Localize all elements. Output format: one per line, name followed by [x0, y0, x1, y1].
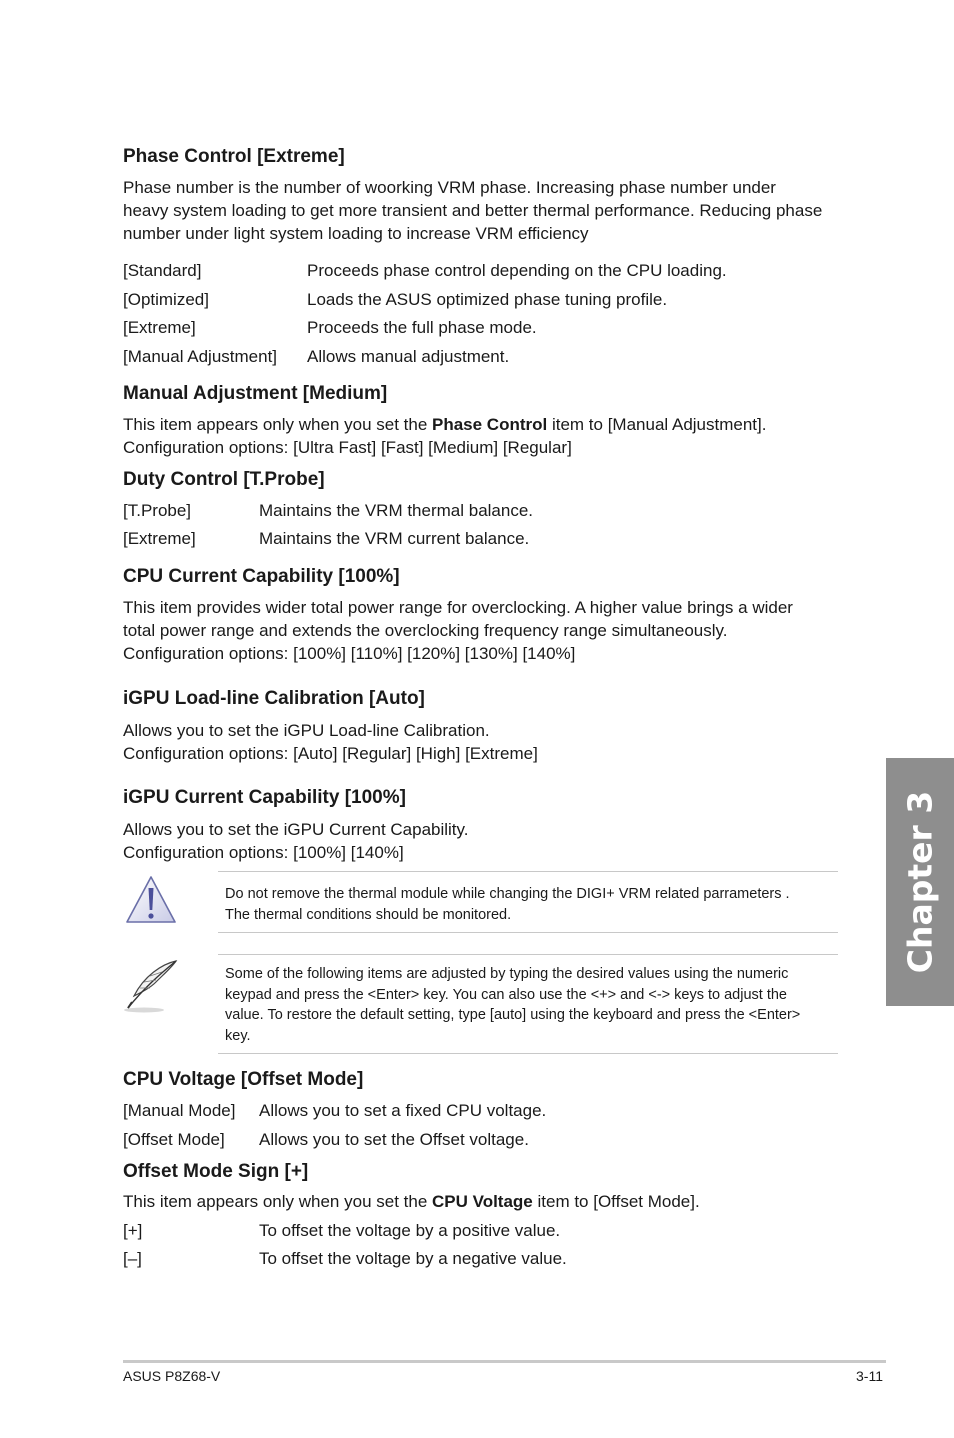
manual-adjustment-heading: Manual Adjustment [Medium] — [123, 383, 388, 404]
text-segment: This item appears only when you set the — [123, 415, 432, 434]
description-line — [123, 1190, 843, 1213]
footer-rule — [123, 1360, 886, 1363]
offset-mode-sign-heading: Offset Mode Sign [+] — [123, 1161, 309, 1182]
phase-control-description — [123, 176, 853, 245]
note-line: value. To restore the default setting, type [auto] using the keyboard and press the <Enter> — [225, 1007, 801, 1023]
option-description: To offset the voltage by a positive value. — [259, 1221, 561, 1240]
note-line: Some of the following items are adjusted by typing the desired values using the numeric — [225, 966, 789, 982]
igpu-current-description — [123, 818, 843, 864]
phase-control-heading: Phase Control [Extreme] — [123, 146, 345, 167]
option-description: Maintains the VRM thermal balance. — [259, 501, 534, 520]
option-description: Loads the ASUS optimized phase tuning profile. — [307, 290, 668, 309]
warning-triangle-icon — [124, 874, 178, 926]
offset-mode-sign-description — [123, 1190, 843, 1213]
configuration-options: Configuration options: [100%] [140%] — [123, 843, 404, 862]
feather-pen-icon — [120, 958, 180, 1014]
option-key: [T.Probe] — [123, 501, 192, 520]
description-line: Phase number is the number of woorking VRM phase. Increasing phase number under — [123, 178, 776, 197]
description-line: Allows you to set the iGPU Load-line Calibration. — [123, 721, 490, 740]
description-line: This item provides wider total power range for overclocking. A higher value brings a wider — [123, 598, 793, 617]
text-segment: item to [Offset Mode]. — [532, 1192, 700, 1211]
cpu-current-capability-description — [123, 596, 843, 665]
description-line: Allows you to set the iGPU Current Capability. — [123, 820, 469, 839]
note-line: keypad and press the <Enter> key. You can also use the <+> and <-> keys to adjust the — [225, 986, 787, 1003]
bold-item-name: CPU Voltage — [432, 1192, 533, 1211]
text-segment: item to [Manual Adjustment]. — [547, 415, 767, 434]
option-key: [Offset Mode] — [123, 1130, 225, 1149]
option-description: To offset the voltage by a negative value. — [259, 1249, 567, 1268]
caution-line: Do not remove the thermal module while changing the DIGI+ VRM related parrameters . — [225, 886, 790, 902]
note-text — [225, 964, 833, 1046]
configuration-options: Configuration options: [Auto] [Regular] [High] [Extreme] — [123, 744, 538, 763]
igpu-loadline-heading: iGPU Load-line Calibration [Auto] — [123, 688, 425, 709]
footer-product-name: ASUS P8Z68-V — [123, 1368, 221, 1384]
cpu-voltage-heading: CPU Voltage [Offset Mode] — [123, 1069, 364, 1090]
option-key: [Standard] — [123, 261, 202, 280]
igpu-current-heading: iGPU Current Capability [100%] — [123, 787, 406, 808]
description-line: heavy system loading to get more transient and better thermal performance. Reducing phase — [123, 201, 823, 220]
chapter-tab — [886, 758, 954, 1006]
text-segment: This item appears only when you set the — [123, 1192, 432, 1211]
description-line: number under light system loading to increase VRM efficiency — [123, 224, 589, 243]
option-key: [Manual Adjustment] — [123, 347, 278, 366]
caution-top-rule — [218, 871, 838, 872]
caution-text — [225, 884, 833, 925]
manual-adjustment-description — [123, 413, 843, 459]
option-key: [Extreme] — [123, 529, 196, 548]
option-description: Allows you to set a fixed CPU voltage. — [259, 1101, 547, 1120]
option-key: [Extreme] — [123, 318, 196, 337]
option-description: Proceeds the full phase mode. — [307, 318, 537, 337]
chapter-tab-label: Chapter 3 — [900, 790, 940, 974]
option-key: [Manual Mode] — [123, 1101, 236, 1120]
description-line: total power range and extends the overclocking frequency range simultaneously. — [123, 621, 728, 640]
option-description: Allows manual adjustment. — [307, 347, 510, 366]
note-line: key. — [225, 1027, 251, 1044]
note-bottom-rule — [218, 1053, 838, 1054]
option-description: Maintains the VRM current balance. — [259, 529, 530, 548]
duty-control-heading: Duty Control [T.Probe] — [123, 469, 325, 490]
caution-bottom-rule — [218, 932, 838, 933]
caution-line: The thermal conditions should be monitored. — [225, 906, 512, 923]
bold-item-name: Phase Control — [432, 415, 548, 434]
configuration-options: Configuration options: [Ultra Fast] [Fast] [Medium] [Regular] — [123, 438, 572, 457]
option-description: Proceeds phase control depending on the CPU loading. — [307, 261, 727, 280]
option-key: [+] — [123, 1221, 143, 1240]
footer-page-number: 3-11 — [856, 1368, 883, 1384]
igpu-loadline-description — [123, 719, 843, 765]
configuration-options: Configuration options: [100%] [110%] [120%] [130%] [140%] — [123, 644, 576, 663]
description-line — [123, 413, 843, 436]
option-key: [Optimized] — [123, 290, 209, 309]
option-key: [–] — [123, 1249, 142, 1268]
option-description: Allows you to set the Offset voltage. — [259, 1130, 529, 1149]
cpu-current-capability-heading: CPU Current Capability [100%] — [123, 566, 400, 587]
note-top-rule — [218, 954, 838, 955]
